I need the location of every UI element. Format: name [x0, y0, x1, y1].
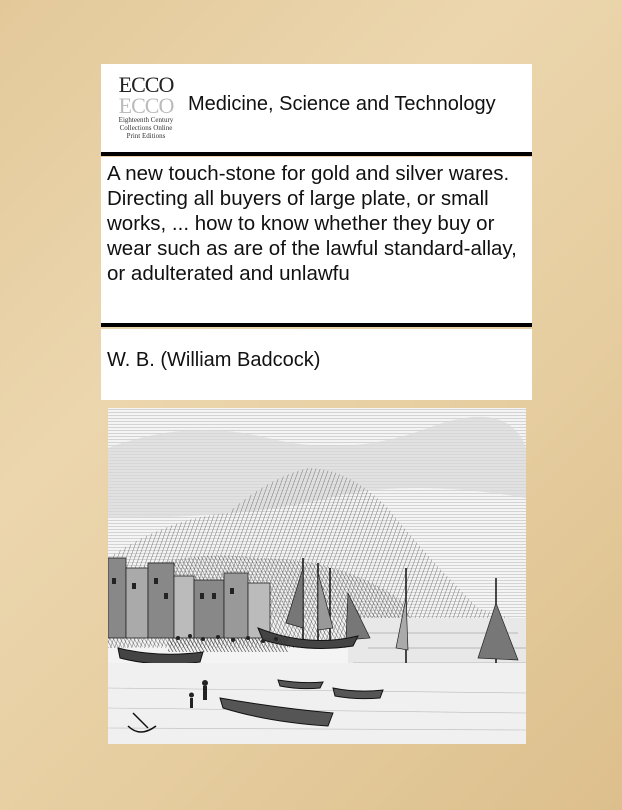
logo-mark: ECCO: [118, 72, 174, 97]
author-name: W. B. (William Badcock): [107, 349, 321, 371]
logo-line-2: Collections Online: [119, 124, 173, 132]
harbor-engraving-image: [108, 408, 526, 744]
author-panel: [101, 329, 532, 400]
header-panel: [101, 64, 532, 152]
logo-mark-reflection: ECCO: [118, 93, 174, 118]
ecco-logo: [109, 70, 183, 148]
series-title: Medicine, Science and Technology: [188, 93, 496, 115]
logo-line-3: Print Editions: [126, 132, 166, 140]
book-title: A new touch-stone for gold and silver wares. Directing all buyers of large plate, or small works, ... how to know whether they buy or wear such as are of the lawful standard-allay, or adulterated and unlawfu: [107, 162, 517, 285]
title-panel: [101, 157, 532, 323]
divider-rule: [101, 152, 532, 156]
divider-rule: [101, 323, 532, 327]
logo-line-1: Eighteenth Century: [118, 116, 174, 124]
